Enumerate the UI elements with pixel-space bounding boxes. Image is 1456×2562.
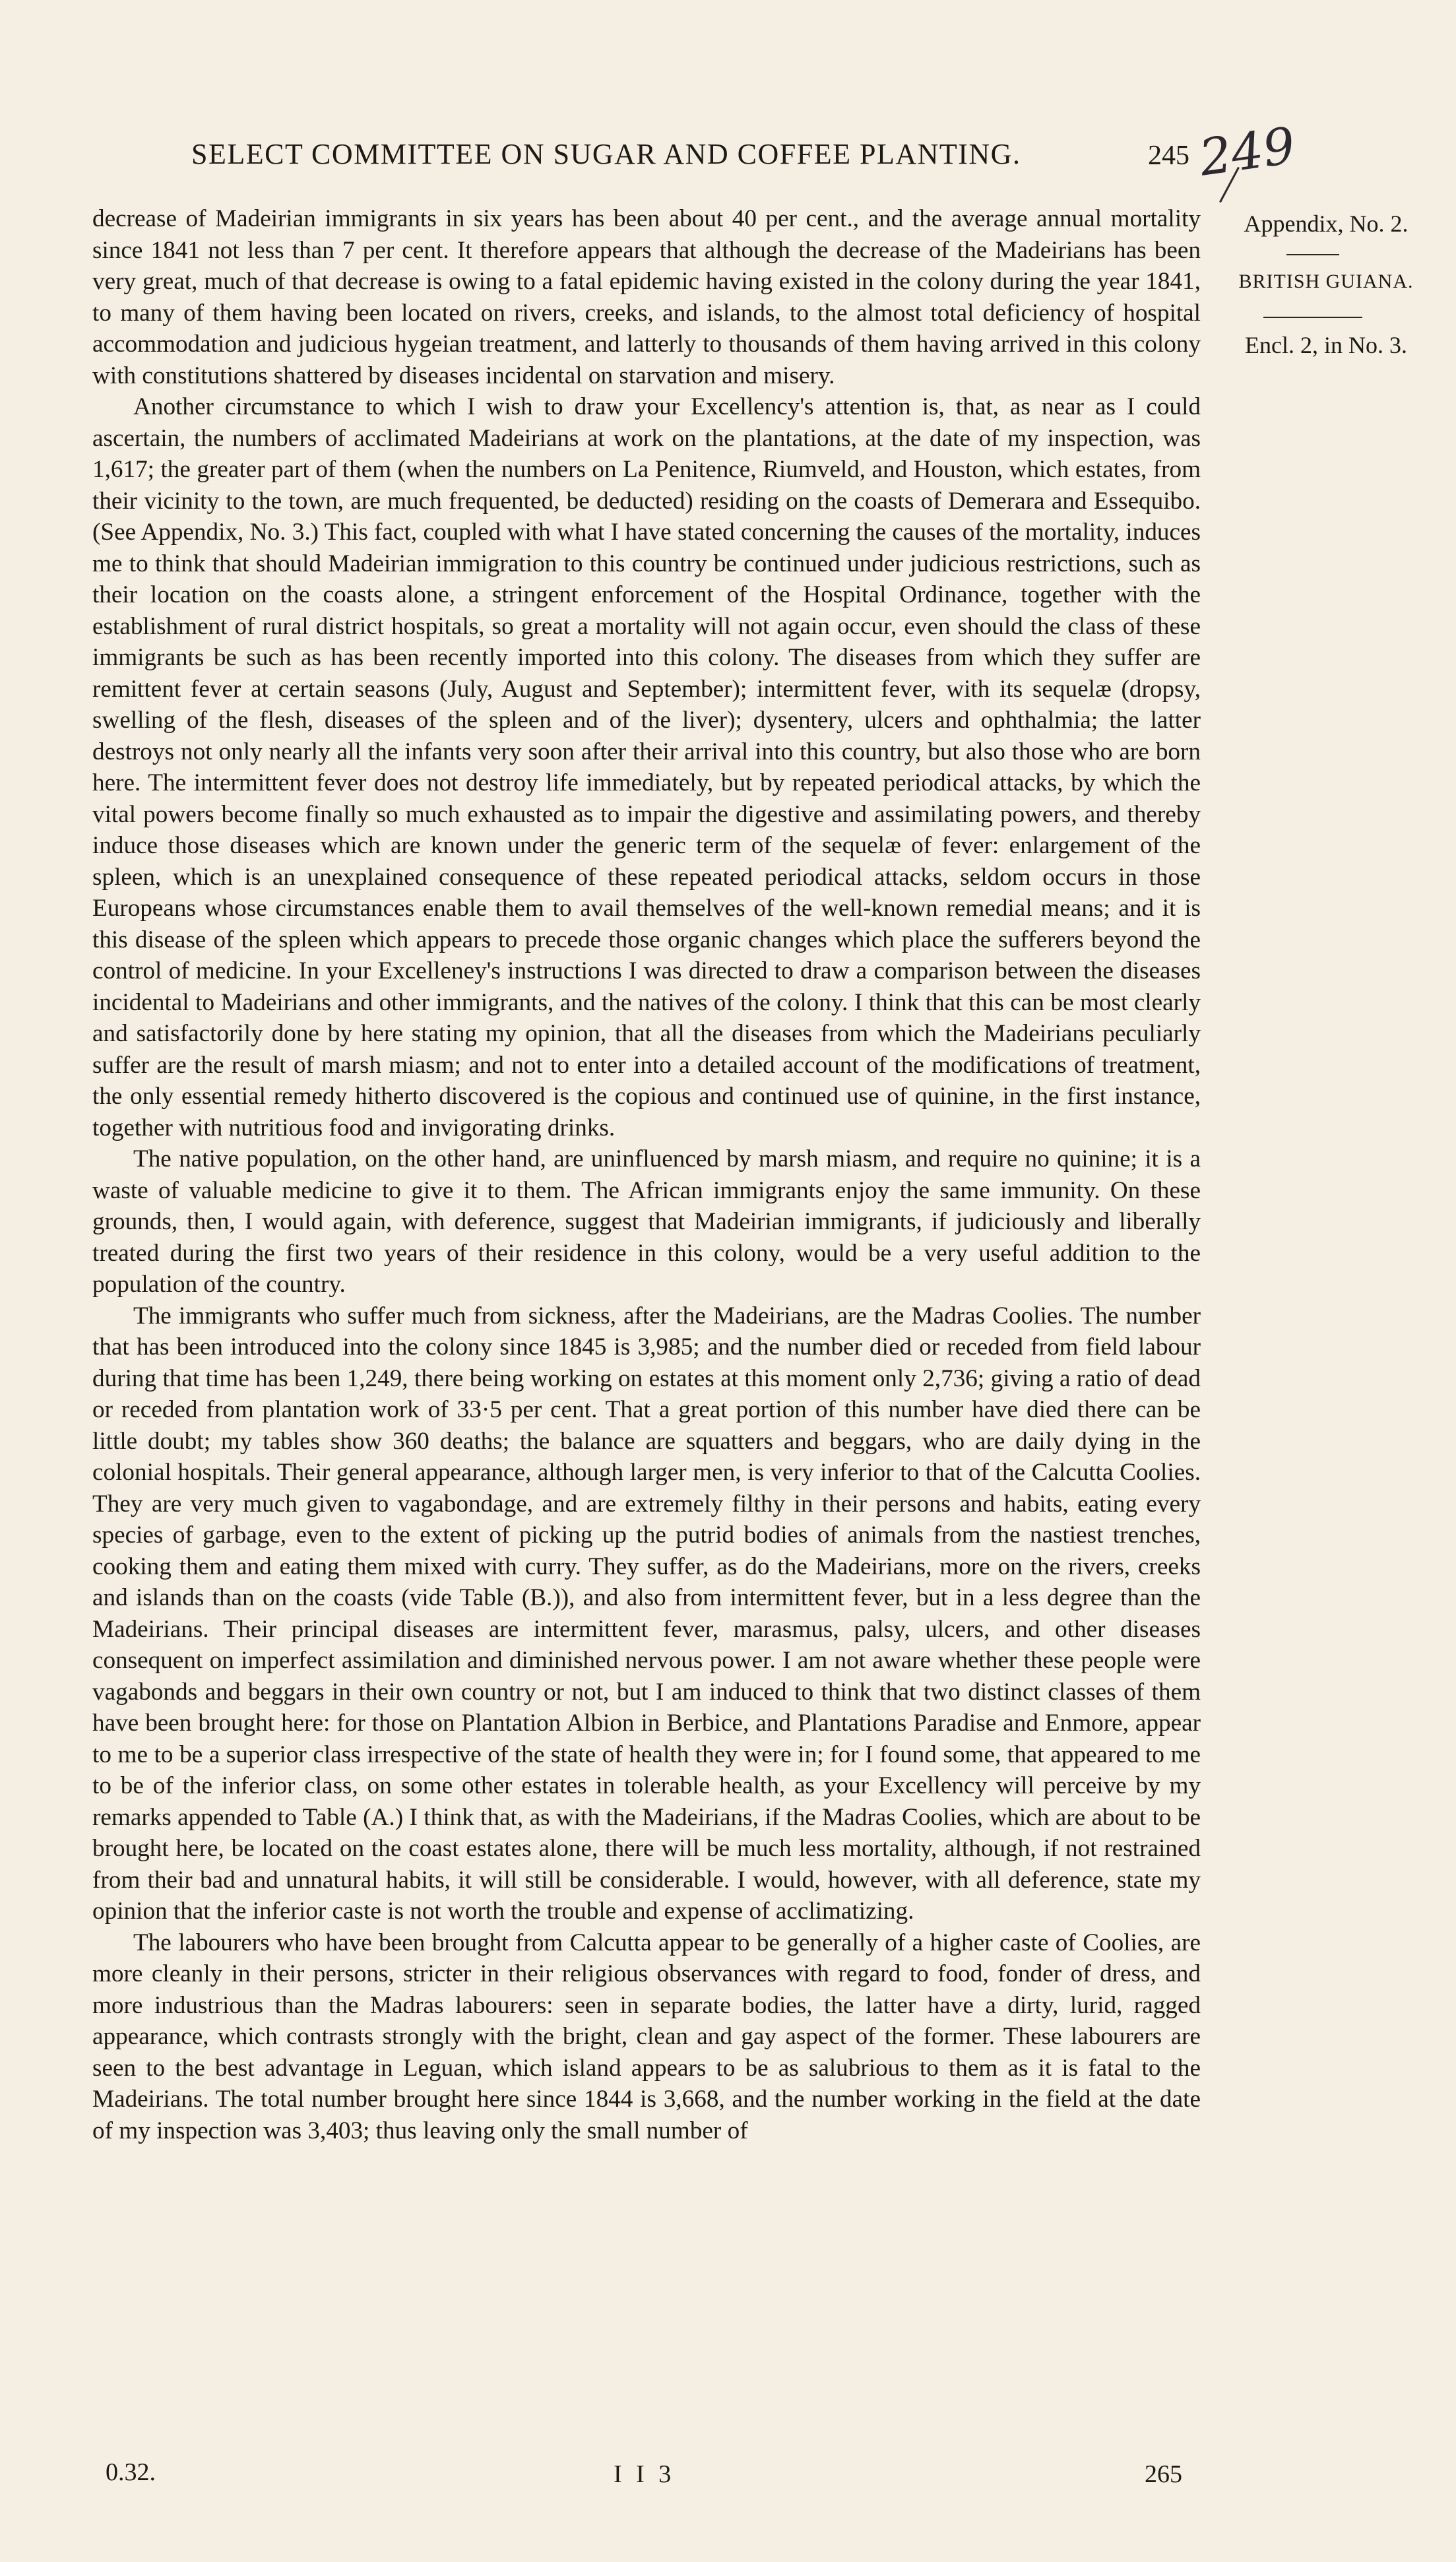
paragraph: The immigrants who suffer much from sickness, after the Madeirians, are the Madras Coolies. The number that has been introduced into the colony since 1845 is 3,985; and the number died or receded from field labour during that time has been 1,249, there being working on estates at this moment only 2,736; giving a ratio of dead or receded from plantation work of 33·5 per cent. That a great portion of this number have died there can be little doubt; my tables show 360 deaths; the balance are squatters and beggars, who are daily dying in the colonial hospitals. Their general appearance, although larger men, is very inferior to that of the Calcutta Coolies. They are very much given to vagabondage, and are extremely filthy in their persons and habits, eating every species of garbage, even to the extent of picking up the putrid bodies of animals from the nastiest trenches, cooking them and eating them mixed with curry. They suffer, as do the Madeirians, more on the rivers, creeks and islands than on the coasts (vide Table (B.)), and also from intermittent fever, but in a less degree than the Madeirians. Their principal diseases are intermittent fever, marasmus, palsy, ulcers, and other diseases consequent on imperfect assimilation and diminished nervous power. I am not aware whether these people were vagabonds and beggars in their own country or not, but I am induced to think that two distinct classes of them have been brought here: for those on Plantation Albion in Berbice, and Plantations Paradise and Enmore, appear to me to be a superior class irrespective of the state of health they were in; for I found some, that appeared to me to be of the inferior class, on some other estates in tolerable health, as your Excellency will perceive by my remarks appended to Table (A.) I think that, as with the Madeirians, if the Madras Coolies, which are about to be brought here, be located on the coast estates alone, there will be much less mortality, although, if not restrained from their bad and unnatural habits, it will still be considerable. I would, however, with all deference, state my opinion that the inferior caste is not worth the trouble and expense of acclimatizing. xyxy=(92,1302,1201,1925)
margin-note-enclosure: Encl. 2, in No. 3. xyxy=(1245,332,1407,358)
handwritten-folio-number: 249 xyxy=(1195,115,1299,187)
margin-note-appendix: Appendix, No. 2. xyxy=(1244,210,1409,237)
paragraph: Another circumstance to which I wish to draw your Excellency's attention is, that, as near as I could ascertain, the numbers of acclimated Madeirians at work on the plantations, at the date of my inspection, was 1,617; the greater part of them (when the numbers on La Penitence, Riumveld, and Houston, which estates, from their vicinity to the town, are much frequented, be deducted) residing on the coasts of Demerara and Essequibo. (See Appendix, No. 3.) This fact, coupled with what I have stated concerning the causes of the mortality, induces me to think that should Madeirian immigration to this country be continued under judicious restrictions, such as their location on the coasts alone, a stringent enforcement of the Hospital Ordinance, together with the establishment of rural district hospitals, so great a mortality will not again occur, even should the class of these immigrants be such as has been recently imported into this colony. The diseases from which they suffer are remittent fever at certain seasons (July, August and September); intermittent fever, with its sequelæ (dropsy, swelling of the flesh, diseases of the spleen and of the liver); dysentery, ulcers and ophthalmia; the latter destroys not only nearly all the infants very soon after their arrival into this country, but also those who are born here. The intermittent fever does not destroy life immediately, but by repeated periodical attacks, by which the vital powers become finally so much exhausted as to impair the digestive and assimilating powers, and thereby induce those diseases which are known under the generic term of the sequelæ of fever: enlargement of the spleen, which is an unexplained consequence of these repeated periodical attacks, seldom occurs in those Europeans whose circumstances enable them to avail themselves of the well-known remedial means; and it is this disease of the spleen which appears to precede those organic changes which place the sufferers beyond the control of medicine. In your Excelleney's instructions I was directed to draw a comparison between the diseases incidental to Madeirians and other immigrants, and the natives of the colony. I think that this can be most clearly and satisfactorily done by here stating my opinion, that all the diseases from which the Madeirians peculiarly suffer are the result of marsh miasm; and not to enter into a detailed account of the modifications of treatment, the only essential remedy hitherto discovered is the copious and continued use of quinine, in the first instance, together with nutritious food and invigorating drinks. xyxy=(92,393,1201,1141)
paragraph: The labourers who have been brought from Calcutta appear to be generally of a higher caste of Coolies, are more cleanly in their persons, stricter in their religious observances with regard to food, fonder of dress, and more industrious than the Madras labourers: seen in separate bodies, the latter have a dirty, lurid, ragged appearance, which contrasts strongly with the bright, clean and gay aspect of the former. These labourers are seen to the best advantage in Leguan, which island appears to be as salubrious to them as it is fatal to the Madeirians. The total number brought here since 1844 is 3,668, and the number working in the field at the date of my inspection was 3,403; thus leaving only the small number of xyxy=(92,1929,1201,2144)
paragraph: decrease of Madeirian immigrants in six years has been about 40 per cent., and the average annual mortality since 1841 not less than 7 per cent. It therefore appears that although the decrease of the Madeirians has been very great, much of that decrease is owing to a fatal epidemic having existed in the colony during the year 1841, to many of them having been located on rivers, creeks, and islands, to the almost total deficiency of hospital accommodation and judicious hygeian treatment, and latterly to thousands of them having arrived in this colony with constitutions shattered by diseases incidental on starvation and misery. xyxy=(92,205,1201,389)
running-header-title: SELECT COMMITTEE ON SUGAR AND COFFEE PLANTING. xyxy=(191,138,1021,170)
footer-signature-mark: I I 3 xyxy=(614,2460,676,2488)
body-text xyxy=(92,203,1201,2146)
footer-folio-number: 265 xyxy=(1145,2460,1182,2488)
footer-paper-number: 0.32. xyxy=(106,2458,156,2486)
margin-note-colony: BRITISH GUIANA. xyxy=(1238,271,1414,292)
margin-rule xyxy=(1263,317,1362,318)
page-number: 245 xyxy=(1148,141,1189,171)
paragraph: The native population, on the other hand, are uninfluenced by marsh miasm, and require no quinine; it is a waste of valuable medicine to give it to them. The African immigrants enjoy the same immunity. On these grounds, then, I would again, with deference, suggest that Madeirian immigrants, if judiciously and liberally treated during the first two years of their residence in this colony, would be a very useful addition to the population of the country. xyxy=(92,1145,1201,1298)
margin-rule xyxy=(1286,254,1339,255)
